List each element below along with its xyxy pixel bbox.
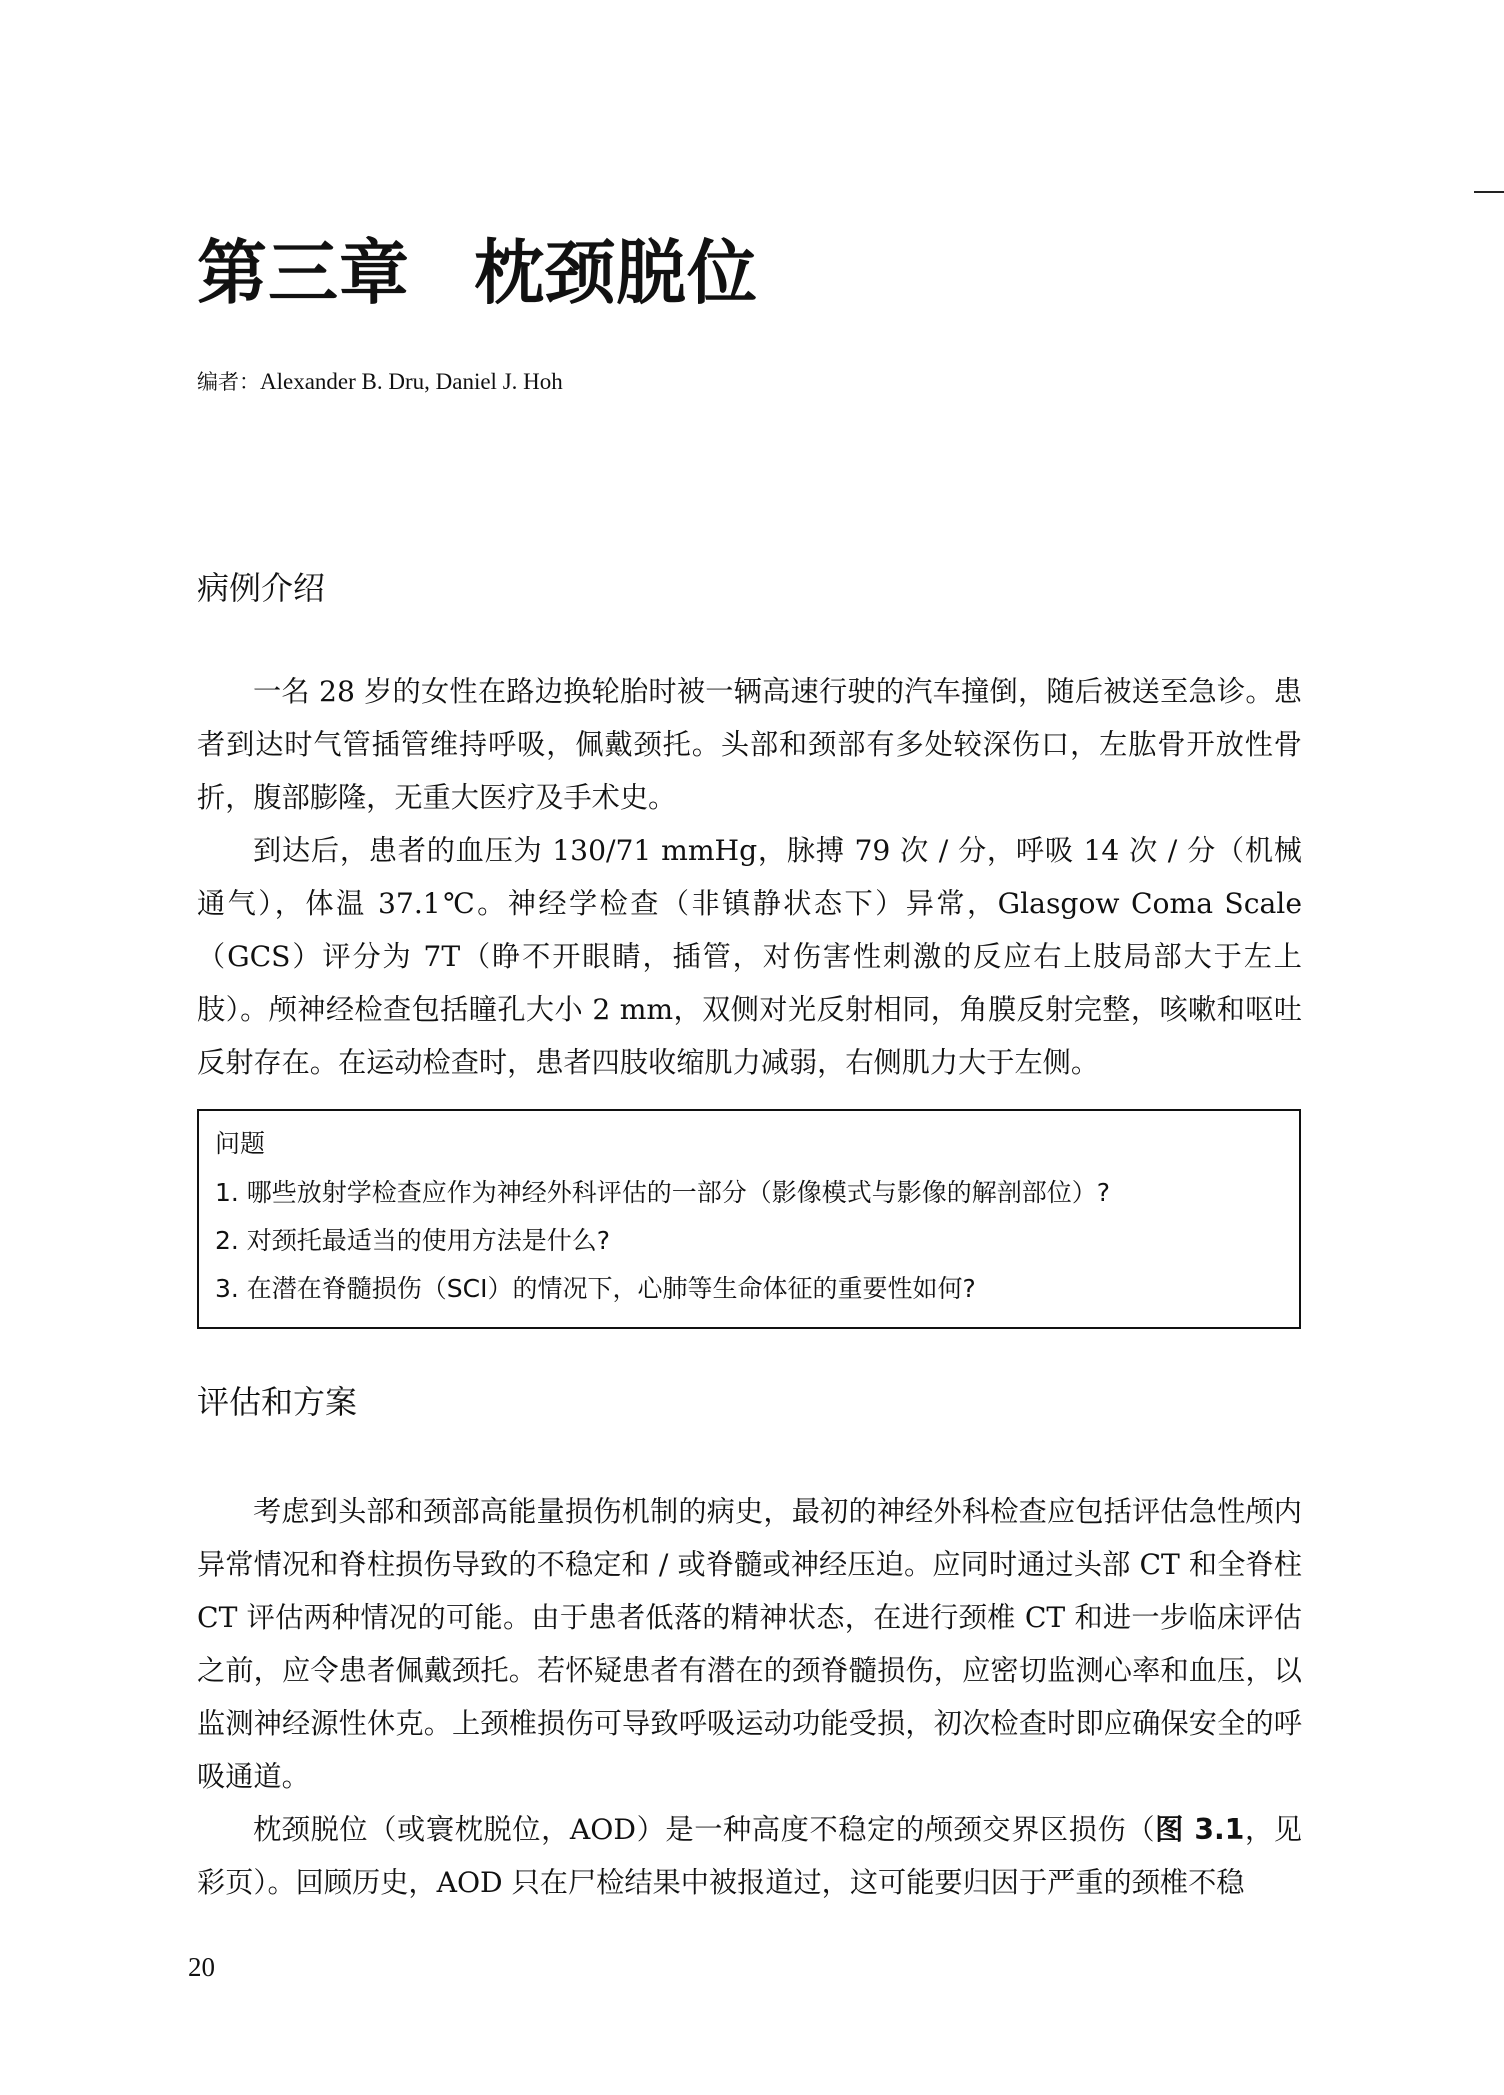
section-heading-case: 病例介绍 — [197, 569, 326, 607]
evaluation-paragraph-2 — [197, 1803, 1302, 1909]
page-edge-mark — [1474, 191, 1504, 193]
evaluation-paragraph-1: 考虑到头部和颈部高能量损伤机制的病史，最初的神经外科检查应包括评估急性颅内异常情况和脊柱损伤导致的不稳定和 / 或脊髓或神经压迫。应同时通过头部 CT 和全脊柱 CT 评估两种情况的可能。由于患者低落的精神状态，在进行颈椎 CT 和进一步临床评估之前，应令患者佩戴颈托。若怀疑患者有潜在的颈脊髓损伤，应密切监测心率和血压，以监测神经源性休克。上颈椎损伤可导致呼吸运动功能受损，初次检查时即应确保安全的呼吸通道。 — [197, 1495, 1302, 1793]
questions-title: 问题 — [215, 1129, 266, 1158]
authors-label: 编者： — [197, 370, 260, 394]
question-item-2: 2. 对颈托最适当的使用方法是什么? — [215, 1226, 611, 1255]
figure-reference[interactable]: 图 3.1 — [1155, 1813, 1245, 1846]
question-item-1: 1. 哪些放射学检查应作为神经外科评估的一部分（影像模式与影像的解剖部位）? — [215, 1178, 1111, 1207]
authors-names: Alexander B. Dru, Daniel J. Hoh — [260, 369, 563, 394]
question-item-3: 3. 在潜在脊髓损伤（SCI）的情况下，心肺等生命体征的重要性如何? — [215, 1274, 976, 1303]
chapter-title — [197, 228, 758, 318]
evaluation-p2-text-a: 枕颈脱位（或寰枕脱位，AOD）是一种高度不稳定的颅颈交界区损伤（ — [253, 1813, 1156, 1846]
questions-list — [215, 1169, 1299, 1313]
questions-box — [197, 1109, 1301, 1329]
page-number: 20 — [188, 1952, 215, 1982]
authors-line — [197, 366, 563, 398]
chapter-name: 枕颈脱位 — [474, 231, 758, 314]
case-paragraph-1: 一名 28 岁的女性在路边换轮胎时被一辆高速行驶的汽车撞倒，随后被送至急诊。患者到达时气管插管维持呼吸，佩戴颈托。头部和颈部有多处较深伤口，左肱骨开放性骨折，腹部膨隆，无重大医疗及手术史。 — [197, 675, 1302, 814]
case-paragraph-2: 到达后，患者的血压为 130/71 mmHg，脉搏 79 次 / 分，呼吸 14 次 / 分（机械通气），体温 37.1℃。神经学检查（非镇静状态下）异常，Glasgow Coma Scale（GCS）评分为 7T（睁不开眼睛，插管，对伤害性刺激的反应右上肢局部大于左上肢）。颅神经检查包括瞳孔大小 2 mm，双侧对光反射相同，角膜反射完整，咳嗽和呕吐反射存在。在运动检查时，患者四肢收缩肌力减弱，右侧肌力大于左侧。 — [197, 834, 1302, 1079]
evaluation-p2-text-b: ，见彩页）。回顾历史，AOD 只在尸检结果中被报道过，这可能要归因于严重的颈椎不稳 — [197, 1813, 1302, 1899]
chapter-number: 第三章 — [197, 231, 410, 314]
section-heading-evaluation: 评估和方案 — [197, 1383, 358, 1421]
